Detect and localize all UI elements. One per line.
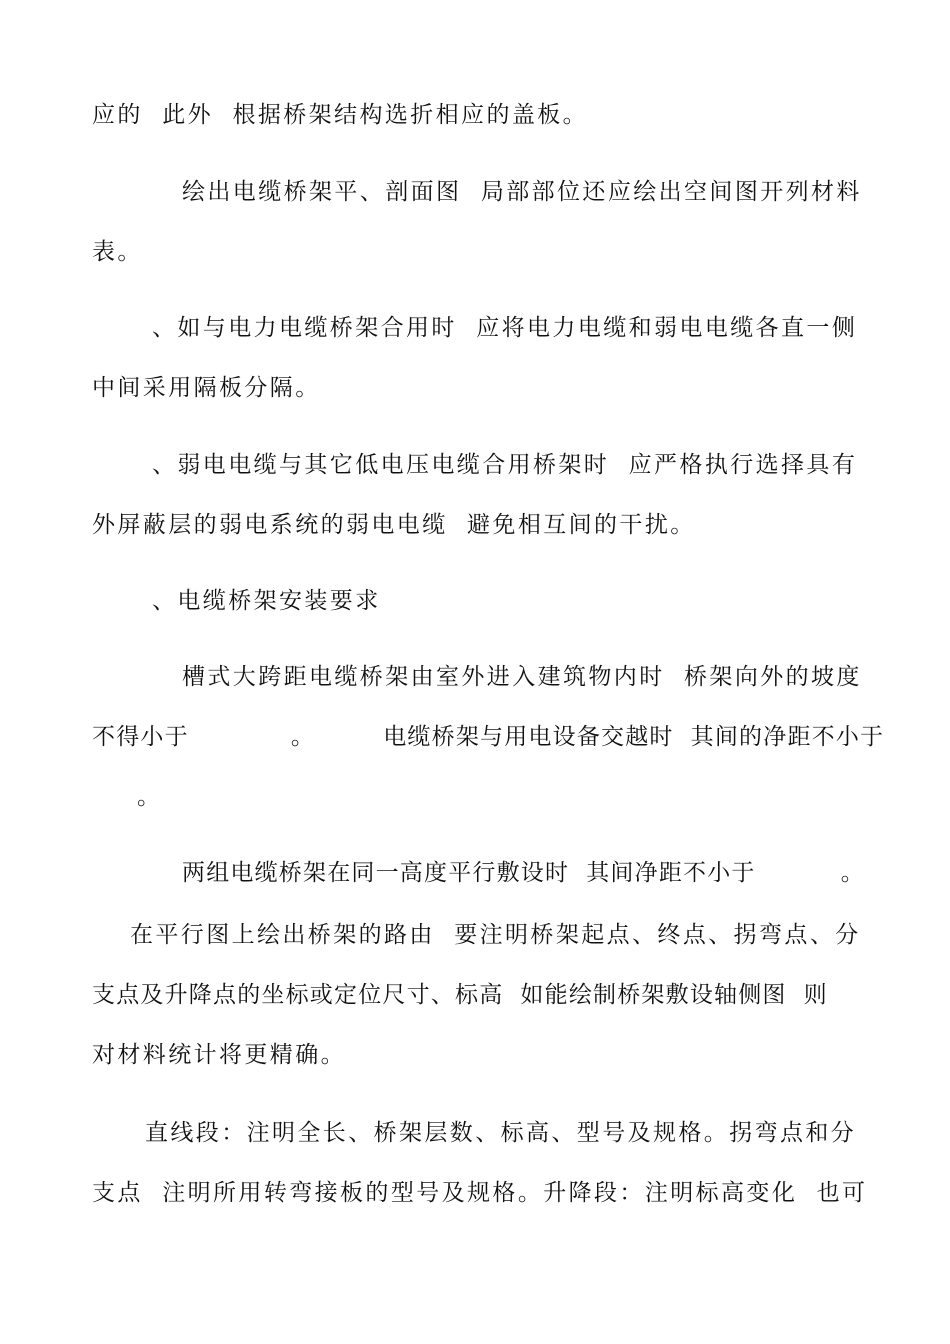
paragraph-line: 在平行图上绘出桥架的路由 要注明桥架起点、终点、拐弯点、分 [130, 922, 861, 948]
paragraph-line: 表。 [92, 239, 143, 265]
paragraph-line: 绘出电缆桥架平、剖面图 局部部位还应绘出空间图开列材料 [182, 179, 862, 205]
paragraph-line: 直线段：注明全长、桥架层数、标高、型号及规格。拐弯点和分 [145, 1120, 857, 1146]
paragraph-line: 对材料统计将更精确。 [92, 1042, 346, 1068]
paragraph-line: 、如与电力电缆桥架合用时 应将电力电缆和弱电电缆各直一侧 [152, 315, 858, 341]
paragraph-line: 应的 此外 根据桥架结构选折相应的盖板。 [92, 102, 589, 128]
paragraph-line: 槽式大跨距电缆桥架由室外进入建筑物内时 桥架向外的坡度 [182, 664, 862, 690]
paragraph-line: 外屏蔽层的弱电系统的弱电电缆 避免相互间的干扰。 [92, 512, 696, 538]
paragraph-line: 两组电缆桥架在同一高度平行敷设时 其间净距不小于 。 [182, 860, 865, 886]
paragraph-line: 支点及升降点的坐标或定位尺寸、标高 如能绘制桥架敷设轴侧图 则 [92, 982, 828, 1008]
paragraph-line: 。 [137, 784, 163, 810]
paragraph-line: 、弱电电缆与其它低电压电缆合用桥架时 应严格执行选择具有 [152, 452, 858, 478]
paragraph-line: 支点 注明所用转弯接板的型号及规格。升降段：注明标高变化 也可 [92, 1180, 868, 1206]
paragraph-line: 中间采用隔板分隔。 [92, 375, 321, 401]
paragraph-line: 不得小于 。 电缆桥架与用电设备交越时 其间的净距不小于 [92, 724, 885, 750]
section-heading: 、电缆桥架安装要求 [152, 588, 381, 614]
